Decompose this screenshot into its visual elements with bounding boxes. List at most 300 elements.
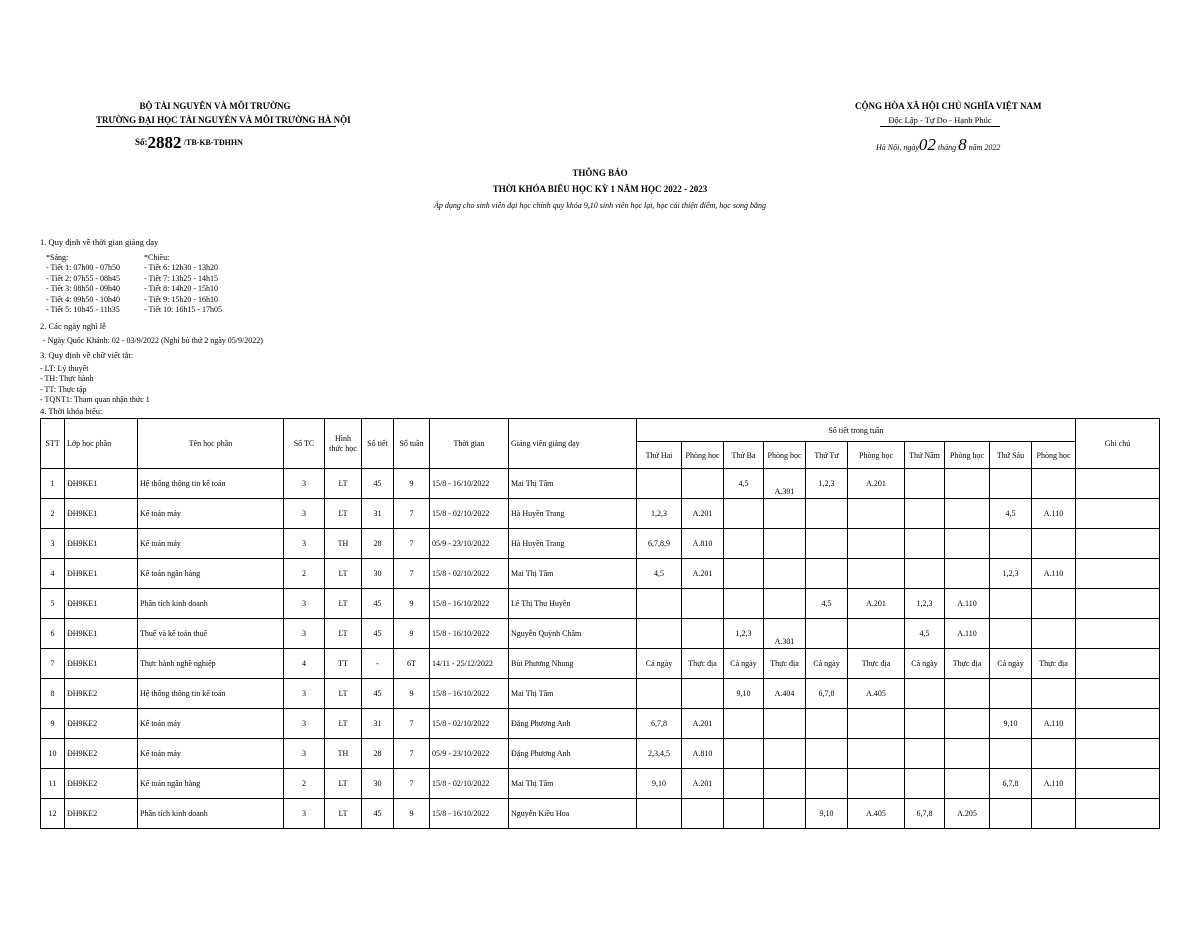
cell-stt: 11 <box>41 769 65 799</box>
section2-heading: 2. Các ngày nghỉ lễ <box>40 321 106 331</box>
cell-room <box>1032 589 1076 619</box>
cell-course: Hệ thống thông tin kế toán <box>138 679 284 709</box>
cell-class: ĐH9KE1 <box>65 619 138 649</box>
cell-room: A.201 <box>682 559 724 589</box>
cell-notes <box>1076 709 1160 739</box>
table-header-row <box>41 419 1160 442</box>
cell-notes <box>1076 739 1160 769</box>
cell-stt: 10 <box>41 739 65 769</box>
afternoon-period: - Tiết 10: 16h15 - 17h05 <box>144 305 223 315</box>
cell-lecturer: Mai Thị Tâm <box>509 769 637 799</box>
cell-form: TH <box>325 529 362 559</box>
cell-lecturer: Mai Thị Tâm <box>509 559 637 589</box>
cell-day-periods <box>637 799 682 829</box>
cell-weeks: 7 <box>394 529 430 559</box>
cell-periods: 30 <box>362 769 394 799</box>
cell-day-periods: 1,2,3 <box>905 589 945 619</box>
doc-number-value: 2882 <box>147 133 182 152</box>
abbreviation-item: - TQNT1: Tham quan nhận thức 1 <box>40 395 150 405</box>
header-class: Lớp học phần <box>65 419 138 469</box>
cell-credits: 3 <box>284 589 325 619</box>
cell-lecturer: Mai Thị Tâm <box>509 469 637 499</box>
header-time: Thời gian <box>430 419 509 469</box>
cell-day-periods <box>905 499 945 529</box>
cell-room <box>764 739 806 769</box>
cell-room <box>945 679 990 709</box>
cell-room <box>764 769 806 799</box>
cell-weeks: 7 <box>394 559 430 589</box>
cell-day-periods: 9,10 <box>637 769 682 799</box>
cell-room: A.110 <box>1032 499 1076 529</box>
morning-period: - Tiết 4: 09h50 - 10h40 <box>46 294 121 304</box>
cell-day-periods <box>905 559 945 589</box>
cell-time: 15/8 - 02/10/2022 <box>430 769 509 799</box>
cell-day-periods <box>806 619 848 649</box>
cell-stt: 6 <box>41 619 65 649</box>
cell-room <box>848 769 905 799</box>
cell-room <box>945 529 990 559</box>
afternoon-period: - Tiết 8: 14h20 - 15h10 <box>144 284 219 294</box>
morning-label: *Sáng: <box>46 253 69 262</box>
cell-day-periods: 2,3,4,5 <box>637 739 682 769</box>
cell-weeks: 9 <box>394 799 430 829</box>
cell-periods: 45 <box>362 469 394 499</box>
cell-room <box>682 619 724 649</box>
cell-room: A.201 <box>682 769 724 799</box>
cell-course: Kế toán ngân hàng <box>138 769 284 799</box>
cell-course: Thuế và kế toán thuế <box>138 619 284 649</box>
section1-heading: 1. Quy định về thời gian giảng dạy <box>40 237 159 247</box>
cell-day-periods: 4,5 <box>637 559 682 589</box>
cell-time: 15/8 - 16/10/2022 <box>430 619 509 649</box>
cell-room-value: A.301 <box>774 637 795 646</box>
cell-form: LT <box>325 619 362 649</box>
cell-stt: 12 <box>41 799 65 829</box>
cell-room <box>764 529 806 559</box>
cell-notes <box>1076 589 1160 619</box>
cell-room <box>945 559 990 589</box>
cell-weeks: 7 <box>394 499 430 529</box>
cell-room: A.810 <box>682 529 724 559</box>
cell-course: Kế toán máy <box>138 529 284 559</box>
cell-day-periods <box>724 589 764 619</box>
morning-period: - Tiết 2: 07h55 - 08h45 <box>46 273 121 283</box>
table-row <box>41 529 1160 559</box>
cell-room <box>682 589 724 619</box>
abbreviation-item: - TT: Thực tập <box>40 384 87 394</box>
cell-day-periods <box>806 499 848 529</box>
cell-time: 05/9 - 23/10/2022 <box>430 529 509 559</box>
cell-day-periods <box>806 529 848 559</box>
cell-form: LT <box>325 469 362 499</box>
header-form: Hình thức học <box>325 419 362 469</box>
cell-day-periods: 9,10 <box>806 799 848 829</box>
cell-day-periods: Cả ngày <box>724 649 764 679</box>
cell-credits: 3 <box>284 529 325 559</box>
cell-day-periods: 9,10 <box>724 679 764 709</box>
header-notes: Ghi chú <box>1076 419 1160 469</box>
republic-name: CỘNG HÒA XÃ HỘI CHỦ NGHĨA VIỆT NAM <box>855 101 1042 111</box>
cell-day-periods <box>724 709 764 739</box>
abbreviation-item: - LT: Lý thuyết <box>40 364 89 373</box>
cell-stt: 2 <box>41 499 65 529</box>
header-room: Phòng học <box>1032 442 1076 469</box>
cell-notes <box>1076 679 1160 709</box>
cell-room <box>764 499 806 529</box>
notice-title: THÔNG BÁO <box>572 168 628 178</box>
national-motto: Độc Lập - Tự Do - Hạnh Phúc <box>880 115 1000 127</box>
cell-room <box>764 559 806 589</box>
cell-day-periods <box>990 619 1032 649</box>
cell-room <box>945 499 990 529</box>
cell-day-periods: 4,5 <box>905 619 945 649</box>
cell-form: LT <box>325 709 362 739</box>
cell-notes <box>1076 559 1160 589</box>
cell-course: Hệ thống thông tin kế toán <box>138 469 284 499</box>
cell-day-periods <box>905 709 945 739</box>
cell-lecturer: Mai Thị Tâm <box>509 679 637 709</box>
date-place: Hà Nội, ngày <box>876 143 919 152</box>
cell-room <box>848 499 905 529</box>
cell-room: A.110 <box>1032 559 1076 589</box>
cell-room: A.110 <box>1032 769 1076 799</box>
cell-course: Phân tích kinh doanh <box>138 799 284 829</box>
cell-day-periods <box>806 739 848 769</box>
cell-notes <box>1076 619 1160 649</box>
cell-room-value: A.301 <box>774 487 795 496</box>
cell-day-periods: 4,5 <box>806 589 848 619</box>
cell-room <box>945 769 990 799</box>
cell-day-periods <box>990 469 1032 499</box>
date-year: năm 2022 <box>968 143 1001 152</box>
cell-time: 05/9 - 23/10/2022 <box>430 739 509 769</box>
document-date <box>876 135 1000 155</box>
cell-form: LT <box>325 499 362 529</box>
cell-room: Thực địa <box>764 649 806 679</box>
timetable-body <box>41 469 1160 829</box>
cell-room: Thực địa <box>945 649 990 679</box>
table-row <box>41 589 1160 619</box>
afternoon-period: - Tiết 9: 15h20 - 16h10 <box>144 294 219 304</box>
cell-day-periods: 1,2,3 <box>724 619 764 649</box>
table-row <box>41 709 1160 739</box>
morning-period: - Tiết 3: 08h50 - 09h40 <box>46 284 121 294</box>
header-lecturer: Giảng viên giảng dạy <box>509 419 637 469</box>
cell-course: Kế toán máy <box>138 709 284 739</box>
school-name: TRƯỜNG ĐẠI HỌC TÀI NGUYÊN VÀ MÔI TRƯỜNG HÀ NỘI <box>96 115 351 125</box>
header-weekly-periods: Số tiết trong tuần <box>637 419 1076 442</box>
cell-room <box>1032 799 1076 829</box>
morning-schedule <box>46 253 120 315</box>
cell-room: A.110 <box>1032 709 1076 739</box>
header-weeks: Số tuần <box>394 419 430 469</box>
cell-room <box>945 739 990 769</box>
cell-notes <box>1076 649 1160 679</box>
cell-periods: 28 <box>362 739 394 769</box>
cell-notes <box>1076 769 1160 799</box>
cell-day-periods: Cả ngày <box>905 649 945 679</box>
cell-form: LT <box>325 769 362 799</box>
section4-heading: 4. Thời khóa biểu: <box>40 406 103 416</box>
cell-periods: 45 <box>362 589 394 619</box>
cell-notes <box>1076 469 1160 499</box>
doc-suffix: /TB-KB-TĐHHN <box>183 138 243 148</box>
cell-day-periods: 6,7,8 <box>905 799 945 829</box>
date-month: 8 <box>958 135 967 154</box>
cell-day-periods <box>724 499 764 529</box>
cell-room <box>764 709 806 739</box>
cell-form: LT <box>325 589 362 619</box>
cell-credits: 3 <box>284 739 325 769</box>
cell-weeks: 7 <box>394 769 430 799</box>
cell-room: A.810 <box>682 739 724 769</box>
cell-room <box>764 619 806 649</box>
cell-room: Thực địa <box>682 649 724 679</box>
morning-period: - Tiết 5: 10h45 - 11h35 <box>46 305 120 315</box>
cell-periods: 31 <box>362 499 394 529</box>
cell-course: Kế toán máy <box>138 739 284 769</box>
cell-weeks: 6T <box>394 649 430 679</box>
cell-room <box>848 619 905 649</box>
table-row <box>41 769 1160 799</box>
cell-weeks: 9 <box>394 619 430 649</box>
date-day: 02 <box>918 135 936 154</box>
cell-room <box>682 799 724 829</box>
cell-day-periods: 1,2,3 <box>806 469 848 499</box>
cell-course: Kế toán ngân hàng <box>138 559 284 589</box>
cell-time: 14/11 - 25/12/2022 <box>430 649 509 679</box>
cell-periods: 45 <box>362 799 394 829</box>
cell-stt: 3 <box>41 529 65 559</box>
table-row <box>41 739 1160 769</box>
cell-room: A.201 <box>848 469 905 499</box>
holiday-item: - Ngày Quốc Khánh: 02 - 03/9/2022 (Nghỉ bù thứ 2 ngày 05/9/2022) <box>43 336 263 345</box>
cell-room: A.404 <box>764 679 806 709</box>
cell-credits: 4 <box>284 649 325 679</box>
cell-lecturer: Hà Huyền Trang <box>509 499 637 529</box>
cell-class: ĐH9KE2 <box>65 799 138 829</box>
cell-course: Thực hành nghề nghiệp <box>138 649 284 679</box>
cell-day-periods <box>905 739 945 769</box>
cell-class: ĐH9KE1 <box>65 469 138 499</box>
cell-room <box>848 739 905 769</box>
cell-day-periods: Cả ngày <box>990 649 1032 679</box>
cell-class: ĐH9KE2 <box>65 679 138 709</box>
cell-periods: 45 <box>362 619 394 649</box>
cell-day-periods: Cả ngày <box>806 649 848 679</box>
cell-room: A.201 <box>682 709 724 739</box>
cell-weeks: 7 <box>394 739 430 769</box>
cell-class: ĐH9KE2 <box>65 739 138 769</box>
cell-room: A.110 <box>945 619 990 649</box>
header-day: Thứ Hai <box>637 442 682 469</box>
cell-class: ĐH9KE1 <box>65 589 138 619</box>
cell-day-periods <box>724 769 764 799</box>
table-row <box>41 679 1160 709</box>
cell-notes <box>1076 499 1160 529</box>
cell-lecturer: Nguyễn Kiều Hoa <box>509 799 637 829</box>
cell-credits: 2 <box>284 769 325 799</box>
cell-room: A.405 <box>848 679 905 709</box>
cell-stt: 9 <box>41 709 65 739</box>
cell-credits: 3 <box>284 469 325 499</box>
table-row <box>41 469 1160 499</box>
cell-credits: 3 <box>284 679 325 709</box>
cell-periods: 45 <box>362 679 394 709</box>
header-day: Thứ Năm <box>905 442 945 469</box>
cell-room <box>848 529 905 559</box>
cell-day-periods <box>806 709 848 739</box>
cell-time: 15/8 - 16/10/2022 <box>430 469 509 499</box>
header-course: Tên học phần <box>138 419 284 469</box>
afternoon-schedule <box>144 253 222 315</box>
cell-room: A.405 <box>848 799 905 829</box>
cell-room <box>682 469 724 499</box>
cell-stt: 5 <box>41 589 65 619</box>
cell-room <box>848 559 905 589</box>
document-number <box>135 133 243 153</box>
cell-room <box>848 709 905 739</box>
cell-form: LT <box>325 799 362 829</box>
cell-day-periods <box>724 529 764 559</box>
cell-form: LT <box>325 679 362 709</box>
cell-class: ĐH9KE2 <box>65 709 138 739</box>
cell-room <box>945 469 990 499</box>
cell-day-periods <box>637 679 682 709</box>
cell-day-periods <box>806 769 848 799</box>
cell-stt: 8 <box>41 679 65 709</box>
date-month-label: tháng <box>937 143 957 152</box>
cell-weeks: 9 <box>394 679 430 709</box>
cell-room <box>764 799 806 829</box>
cell-day-periods: 6,7,8,9 <box>637 529 682 559</box>
cell-room: A.201 <box>848 589 905 619</box>
header-periods: Số tiết <box>362 419 394 469</box>
cell-course: Kế toán máy <box>138 499 284 529</box>
cell-weeks: 9 <box>394 589 430 619</box>
cell-form: TT <box>325 649 362 679</box>
abbreviation-list <box>40 364 150 406</box>
cell-room <box>1032 619 1076 649</box>
cell-credits: 3 <box>284 619 325 649</box>
cell-day-periods <box>905 469 945 499</box>
cell-notes <box>1076 529 1160 559</box>
main-title: THỜI KHÓA BIỂU HỌC KỲ 1 NĂM HỌC 2022 - 2023 <box>492 184 708 194</box>
cell-room: Thực địa <box>848 649 905 679</box>
cell-day-periods: 6,7,8 <box>806 679 848 709</box>
cell-credits: 3 <box>284 499 325 529</box>
cell-class: ĐH9KE1 <box>65 499 138 529</box>
table-row <box>41 559 1160 589</box>
cell-class: ĐH9KE1 <box>65 559 138 589</box>
cell-room: A.205 <box>945 799 990 829</box>
table-row <box>41 499 1160 529</box>
cell-day-periods <box>905 679 945 709</box>
cell-stt: 7 <box>41 649 65 679</box>
cell-weeks: 7 <box>394 709 430 739</box>
cell-room <box>682 679 724 709</box>
cell-room <box>945 709 990 739</box>
cell-room <box>764 589 806 619</box>
header-room: Phòng học <box>945 442 990 469</box>
cell-room <box>1032 739 1076 769</box>
cell-day-periods <box>990 589 1032 619</box>
cell-day-periods: Cả ngày <box>637 649 682 679</box>
cell-day-periods: 9,10 <box>990 709 1032 739</box>
cell-room: Thực địa <box>1032 649 1076 679</box>
cell-stt: 1 <box>41 469 65 499</box>
cell-room <box>1032 679 1076 709</box>
cell-credits: 3 <box>284 709 325 739</box>
ministry-name: BỘ TÀI NGUYÊN VÀ MÔI TRƯỜNG <box>139 101 291 111</box>
cell-time: 15/8 - 16/10/2022 <box>430 679 509 709</box>
cell-credits: 2 <box>284 559 325 589</box>
cell-day-periods: 4,5 <box>990 499 1032 529</box>
cell-periods: 30 <box>362 559 394 589</box>
header-credits: Số TC <box>284 419 325 469</box>
cell-day-periods: 4,5 <box>724 469 764 499</box>
header-day: Thứ Ba <box>724 442 764 469</box>
cell-stt: 4 <box>41 559 65 589</box>
cell-lecturer: Hà Huyền Trang <box>509 529 637 559</box>
cell-time: 15/8 - 02/10/2022 <box>430 709 509 739</box>
cell-room <box>764 469 806 499</box>
cell-day-periods <box>637 469 682 499</box>
cell-lecturer: Bùi Phương Nhung <box>509 649 637 679</box>
doc-prefix: Số: <box>135 137 148 148</box>
cell-periods: 28 <box>362 529 394 559</box>
cell-day-periods <box>724 799 764 829</box>
timetable <box>40 418 1160 829</box>
cell-day-periods <box>990 799 1032 829</box>
cell-time: 15/8 - 02/10/2022 <box>430 559 509 589</box>
header-room: Phòng học <box>682 442 724 469</box>
cell-periods: - <box>362 649 394 679</box>
cell-periods: 31 <box>362 709 394 739</box>
afternoon-period: - Tiết 6: 12h30 - 13h20 <box>144 263 219 273</box>
cell-day-periods <box>637 589 682 619</box>
cell-day-periods <box>724 739 764 769</box>
cell-room: A.110 <box>945 589 990 619</box>
afternoon-label: *Chiều: <box>144 253 170 262</box>
applies-subtitle: Áp dụng cho sinh viên đại học chính quy khóa 9,10 sinh viên học lại, học cải thiện điểm, học song bằng <box>434 201 766 210</box>
table-row <box>41 649 1160 679</box>
table-row <box>41 799 1160 829</box>
abbreviation-item: - TH: Thực hành <box>40 374 94 384</box>
cell-credits: 3 <box>284 799 325 829</box>
cell-time: 15/8 - 16/10/2022 <box>430 589 509 619</box>
cell-day-periods: 6,7,8 <box>637 709 682 739</box>
cell-time: 15/8 - 02/10/2022 <box>430 499 509 529</box>
cell-day-periods: 1,2,3 <box>637 499 682 529</box>
cell-class: ĐH9KE1 <box>65 529 138 559</box>
cell-room <box>1032 529 1076 559</box>
cell-room: A.201 <box>682 499 724 529</box>
morning-period: - Tiết 1: 07h00 - 07h50 <box>46 263 121 273</box>
table-row <box>41 619 1160 649</box>
cell-class: ĐH9KE1 <box>65 649 138 679</box>
cell-room <box>1032 469 1076 499</box>
afternoon-period: - Tiết 7: 13h25 - 14h15 <box>144 273 219 283</box>
cell-day-periods: 1,2,3 <box>990 559 1032 589</box>
cell-notes <box>1076 799 1160 829</box>
section3-heading: 3. Quy định về chữ viết tắt: <box>40 350 134 360</box>
cell-day-periods: 6,7,8 <box>990 769 1032 799</box>
header-room: Phòng học <box>848 442 905 469</box>
cell-lecturer: Đặng Phương Anh <box>509 709 637 739</box>
cell-lecturer: Đặng Phương Anh <box>509 739 637 769</box>
cell-day-periods <box>905 529 945 559</box>
